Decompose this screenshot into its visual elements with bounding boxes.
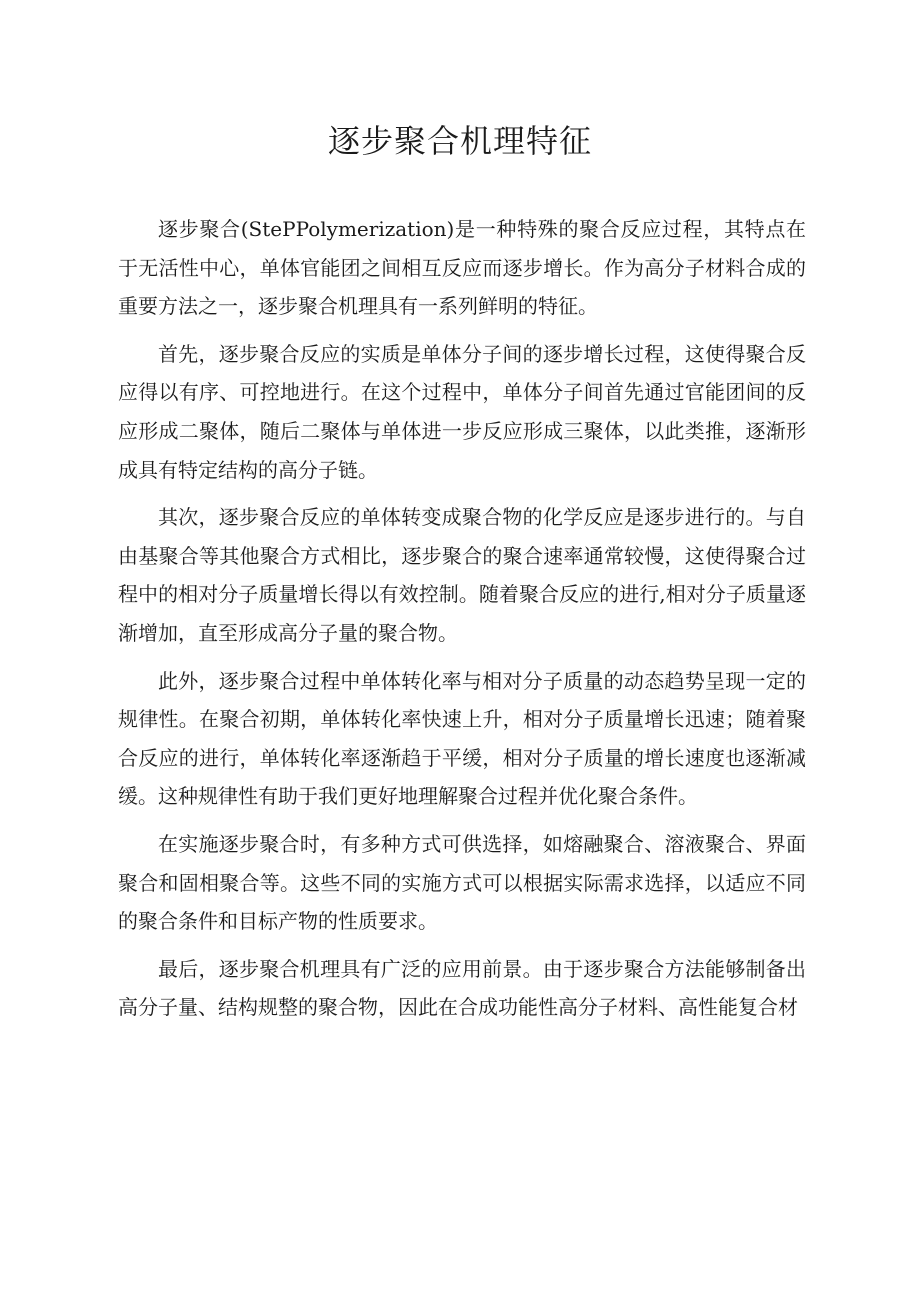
document-title: 逐步聚合机理特征 xyxy=(327,122,592,160)
paragraph-last: 最后，逐步聚合机理具有广泛的应用前景。由于逐步聚合方法能够制备出高分子量、结构规整的聚合物，因此在合成功能性高分子材料、高性能复合材 xyxy=(118,956,806,1020)
document-body xyxy=(118,210,806,1036)
paragraph-third: 此外，逐步聚合过程中单体转化率与相对分子质量的动态趋势呈现一定的规律性。在聚合初期，单体转化率快速上升，相对分子质量增长迅速；随着聚合反应的进行，单体转化率逐渐趋于平缓，相对分子质量的增长速度也逐渐减缓。这种规律性有助于我们更好地理解聚合过程并优化聚合条件。 xyxy=(118,668,806,809)
paragraph-second: 其次，逐步聚合反应的单体转变成聚合物的化学反应是逐步进行的。与自由基聚合等其他聚合方式相比，逐步聚合的聚合速率通常较慢，这使得聚合过程中的相对分子质量增长得以有效控制。随着聚合反应的进行,相对分子质量逐渐增加，直至形成高分子量的聚合物。 xyxy=(118,505,806,645)
paragraph-intro: 逐步聚合(StePPolymerization)是一种特殊的聚合反应过程，其特点在于无活性中心，单体官能团之间相互反应而逐步增长。作为高分子材料合成的重要方法之一，逐步聚合机理具有一系列鲜明的特征。 xyxy=(118,217,806,319)
paragraph-first: 首先，逐步聚合反应的实质是单体分子间的逐步增长过程，这使得聚合反应得以有序、可控地进行。在这个过程中，单体分子间首先通过官能团间的反应形成二聚体，随后二聚体与单体进一步反应形成三聚体，以此类推，逐渐形成具有特定结构的高分子链。 xyxy=(118,341,806,482)
paragraph-methods: 在实施逐步聚合时，有多种方式可供选择，如熔融聚合、溶液聚合、界面聚合和固相聚合等。这些不同的实施方式可以根据实际需求选择，以适应不同的聚合条件和目标产物的性质要求。 xyxy=(118,831,806,934)
